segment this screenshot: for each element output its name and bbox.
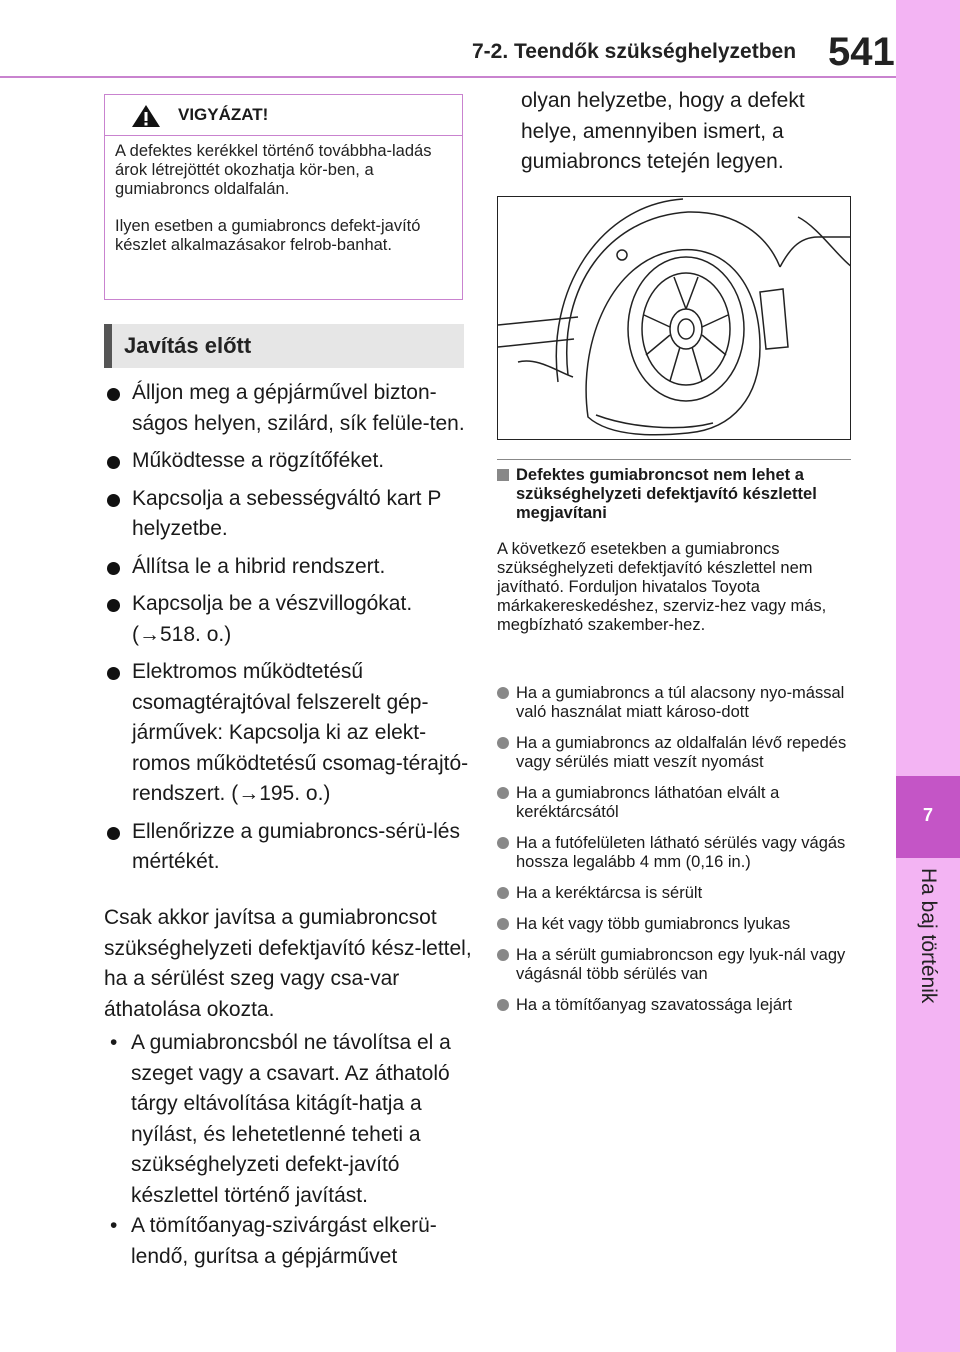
continued-text: olyan helyzetbe, hogy a defekt helye, amennyiben ismert, a gumiabroncs tetején legyen. (521, 89, 805, 173)
bullet-circle-icon (497, 918, 509, 930)
chapter-number: 7 (922, 805, 933, 825)
list-item: Ha a gumiabroncs az oldalfalán lévő repedés vagy sérülés miatt veszít nyomást (497, 734, 857, 772)
square-bullet-icon (497, 469, 509, 481)
bullet-circle-icon (497, 887, 509, 899)
list-item: Ha két vagy több gumiabroncs lyukas (497, 915, 857, 934)
checklist (104, 378, 476, 885)
chapter-label: Ha baj történik (917, 868, 940, 1004)
flat-tire-illustration (497, 196, 851, 440)
subsection-title: Defektes gumiabroncsot nem lehet a szükséghelyzeti defektjavító készlettel megjavítani (516, 466, 817, 522)
warning-title: VIGYÁZAT! (178, 105, 269, 124)
list-item: Ha a futófelületen látható sérülés vagy vágás hossza legalább 4 mm (0,16 in.) (497, 834, 857, 872)
list-item: • A tömítőanyag-szivárgást elkerü-lendő, gurítsa a gépjárművet (104, 1211, 476, 1272)
list-item: Kapcsolja be a vészvillogókat. (→518. o.) (104, 589, 476, 650)
bullet-dot-icon (107, 599, 120, 612)
warning-header (105, 95, 462, 136)
list-item: Ha a sérült gumiabroncson egy lyuk-nál vagy vágásnál több sérülés van (497, 946, 857, 984)
note-list (104, 1028, 476, 1272)
bullet-dot-icon (107, 494, 120, 507)
header-divider (0, 76, 896, 78)
list-item: Állítsa le a hibrid rendszert. (104, 552, 476, 583)
chapter-sidebar (896, 0, 960, 1352)
warning-paragraph: A defektes kerékkel történő továbbha-ladás árok létrejöttét okozhatja kör-ben, a gumiabroncs oldalfalán. (115, 142, 432, 198)
list-item: Ha a tömítőanyag szavatossága lejárt (497, 996, 857, 1015)
page-number: 541 (828, 30, 895, 74)
bullet-circle-icon (497, 999, 509, 1011)
bullet-dot-icon (107, 667, 120, 680)
list-item: Működtesse a rögzítőféket. (104, 446, 476, 477)
section-heading-bar (104, 324, 112, 368)
subsection-intro: A következő esetekben a gumiabroncs szükséghelyzeti defektjavító készlettel nem javítható. Forduljon hivatalos Toyota márkakereskedéshez, szerviz-hez vagy más, megbízható szakember-hez. (497, 540, 827, 634)
bullet-dot-icon (107, 388, 120, 401)
warning-paragraph: Ilyen esetben a gumiabroncs defekt-javító készlet alkalmazásakor felrob-banhat. (115, 217, 421, 254)
list-item: Ellenőrizze a gumiabroncs-sérü-lés mértékét. (104, 817, 476, 878)
list-item: Kapcsolja a sebességváltó kart P helyzetbe. (104, 484, 476, 545)
list-item: Elektromos működtetésű csomagtérajtóval felszerelt gép-járművek: Kapcsolja ki az elekt-romos működtetésű csomag-térajtó-rendszert. (→195. o.) (104, 657, 476, 810)
list-item: Álljon meg a gépjárművel bizton-ságos helyen, szilárd, sík felüle-ten. (104, 378, 476, 439)
warning-box (104, 94, 463, 300)
bullet-mark-icon: • (110, 1031, 118, 1054)
bullet-circle-icon (497, 687, 509, 699)
section-heading-text: Javítás előtt (124, 333, 252, 358)
list-item: • A gumiabroncsból ne távolítsa el a szeget vagy a csavart. Az áthatoló tárgy eltávolítása kitágít-hatja a nyílást, és lehetetlenné teheti a szükséghelyzeti defekt-javító készlettel történő javítást. (104, 1028, 476, 1211)
bullet-circle-icon (497, 737, 509, 749)
section-title: 7-2. Teendők szükséghelyzetben (472, 40, 797, 63)
bullet-circle-icon (497, 837, 509, 849)
section-heading (104, 324, 464, 368)
bullet-dot-icon (107, 562, 120, 575)
bullet-dot-icon (107, 456, 120, 469)
condition-list (497, 684, 857, 1027)
list-item: Ha a keréktárcsa is sérült (497, 884, 857, 903)
list-item: Ha a gumiabroncs láthatóan elvált a keréktárcsától (497, 784, 857, 822)
body-paragraph: Csak akkor javítsa a gumiabroncsot szükséghelyzeti defektjavító kész-lettel, ha a sérülést szeg vagy csa-var áthatolása okozta. (104, 906, 472, 1021)
list-item: Ha a gumiabroncs a túl alacsony nyo-mással való használat miatt károso-dott (497, 684, 857, 722)
bullet-mark-icon: • (110, 1214, 118, 1237)
warning-triangle-icon (131, 104, 161, 133)
bullet-dot-icon (107, 827, 120, 840)
subsection-divider (497, 459, 851, 460)
bullet-circle-icon (497, 787, 509, 799)
bullet-circle-icon (497, 949, 509, 961)
subsection-heading (497, 466, 857, 523)
